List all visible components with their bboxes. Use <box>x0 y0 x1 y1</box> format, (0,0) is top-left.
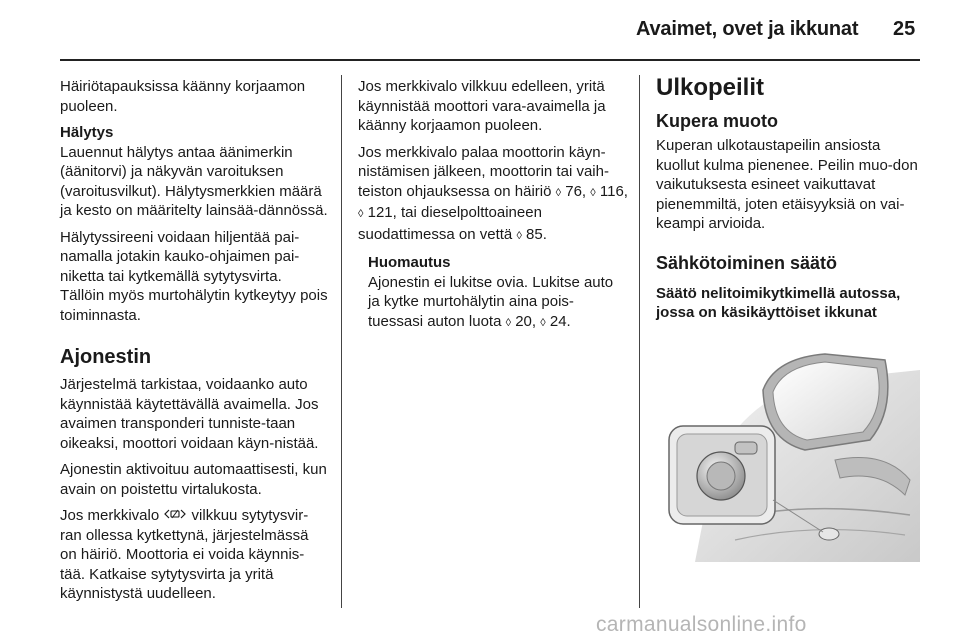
mirror-switch-illustration <box>655 350 920 562</box>
heading-saato-nelitoimikytkimella: Säätö nelitoimikytkimellä autossa, jossa on käsikäyttöiset ikkunat <box>656 284 901 321</box>
column-3 <box>656 74 924 323</box>
page-ref-76[interactable]: 76, <box>565 182 587 200</box>
heading-ulkopeilit: Ulkopeilit <box>656 74 765 101</box>
ajonestin-paragraph-3 <box>60 506 328 604</box>
page-ref-20[interactable]: 20, <box>515 312 537 330</box>
halytys-paragraph-1: Lauennut hälytys antaa äänimerkin (äänitorvi) ja näkyvän varoituksen (varoitusvilkut). Hälytysmerkkien määrä ja kesto on määritelty lainsää-dännössä. <box>60 143 328 219</box>
col2-paragraph-2 <box>358 143 628 247</box>
page-ref-icon: ◊ <box>358 208 364 220</box>
page-number: 25 <box>893 18 916 40</box>
page-ref-85[interactable]: 85. <box>526 225 547 243</box>
heading-kupera-muoto: Kupera muoto <box>656 111 779 131</box>
ajonestin-paragraph-2: Ajonestin aktivoituu automaattisesti, kun avain on poistettu virtalukosta. <box>60 461 327 498</box>
page-ref-icon: ◊ <box>540 316 546 329</box>
page-header-title: Avaimet, ovet ja ikkunat <box>636 18 859 40</box>
halytys-paragraph-2: Hälytyssireeni voidaan hiljentää pai-namalla jotakin kauko-ohjaimen pai-niketta tai kytkemällä sytytysvirta. Tällöin myös murtohälytin kytkeytyy pois toiminnasta. <box>60 228 328 324</box>
header-rule <box>60 59 920 61</box>
heading-ajonestin: Ajonestin <box>60 346 152 368</box>
immobilizer-lamp-icon <box>163 507 187 524</box>
page-ref-icon: ◊ <box>555 186 562 199</box>
note-text-block <box>368 273 628 334</box>
ajonestin-paragraph-1: Järjestelmä tarkistaa, voidaanko auto käynnistää käytettävällä avaimella. Jos avaimen transponderi tunniste-taan oikeaksi, moottori voidaan käyn-nistää. <box>60 376 319 452</box>
col2-paragraph-1: Jos merkkivalo vilkkuu edelleen, yritä käynnistää moottori vara-avaimella ja käänny korjaamon puoleen. <box>358 78 606 134</box>
page-ref-icon: ◊ <box>516 229 522 242</box>
note-text: Ajonestin ei lukitse ovia. Lukitse auto ja kytke murtohälytin aina pois-tuessasi auton luota <box>368 273 614 330</box>
intro-paragraph: Häiriötapauksissa käänny korjaamon puoleen. <box>60 78 306 115</box>
column-divider-1 <box>341 75 342 608</box>
page-ref-icon: ◊ <box>590 186 596 199</box>
column-2 <box>358 77 628 333</box>
column-1 <box>60 77 328 611</box>
column-divider-2 <box>639 75 640 608</box>
page-ref-116[interactable]: 116, <box>599 182 628 200</box>
ajonestin-p3-rest: vilkkuu sytytysvir-ran ollessa kytkettynä, järjestelmässä on häiriö. Moottoria ei voida käynnis-tää. Katkaise sytytysvirta ja yritä käynnistystä uudelleen. <box>60 507 309 602</box>
watermark: carmanualsonline.info <box>596 613 807 636</box>
heading-sahkotoiminen-saato: Sähkötoiminen säätö <box>656 252 838 273</box>
ajonestin-p3-start: Jos merkkivalo <box>60 507 160 524</box>
heading-halytys: Hälytys <box>60 124 114 141</box>
col2-p2-text: Jos merkkivalo palaa moottorin käyn-nistämisen jälkeen, moottorin tai vaih-teiston ohjauksessa on häiriö <box>358 143 609 200</box>
kupera-paragraph: Kuperan ulkotaustapeilin ansiosta kuollut kulma pienenee. Peilin muo-don vaikutuksesta esineet vaikuttavat pienemmiltä, joten etäisyyksiä on vai-keampi arvioida. <box>656 137 918 232</box>
page-ref-121-text: 121, tai dieselpolttoaineen suodattimessa on vettä <box>358 204 542 243</box>
note-box <box>368 253 628 333</box>
page-ref-icon: ◊ <box>505 316 512 329</box>
note-title: Huomautus <box>368 254 451 271</box>
page-ref-24[interactable]: 24. <box>549 312 571 330</box>
